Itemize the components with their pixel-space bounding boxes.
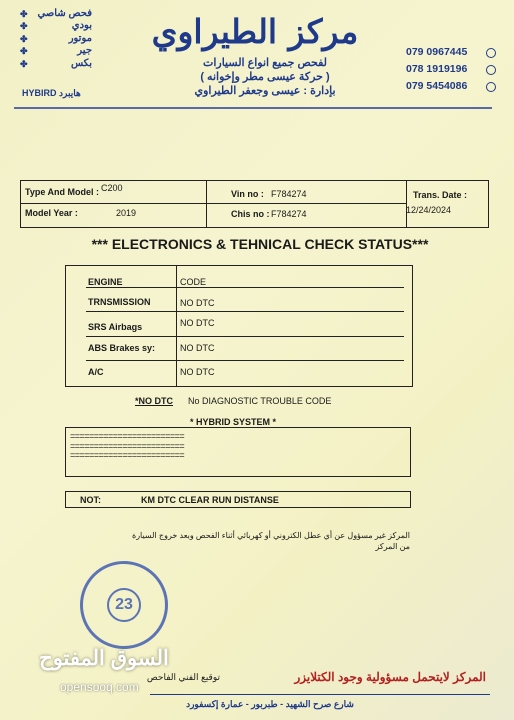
whatsapp-icon	[486, 65, 496, 75]
header-divider	[14, 107, 492, 109]
hybrid-line: ========================	[70, 440, 185, 451]
chis-value: F784274	[271, 209, 307, 219]
service-item: فحص شاصي	[37, 8, 92, 19]
address-text: شارع صرح الشهيد - طبربور - عمارة إكسفورد	[186, 699, 354, 709]
system-name: ABS Brakes sy:	[88, 343, 156, 353]
hybrid-logo-text: HYBIRD	[22, 88, 57, 98]
disclaimer-text: المركز غير مسؤول عن أي عطل الكتروني أو كهربائي أثناء الفحص وبعد خروج السيارة من المركز	[132, 531, 410, 551]
vin-value: F784274	[271, 189, 307, 199]
center-subtitle: ( حركة عيسى مطر وإخوانه )	[200, 71, 330, 83]
hybrid-logo	[22, 88, 81, 99]
hybrid-system-box	[65, 427, 411, 477]
phone-icon	[486, 48, 496, 58]
row-divider	[86, 360, 404, 361]
stamp-center: 23	[107, 588, 141, 622]
phone-number: 079 0967445	[406, 46, 468, 58]
vehicle-info-table	[20, 180, 489, 228]
trans-date-value: 12/24/2024	[406, 205, 452, 215]
model-year-label: Model Year :	[25, 208, 78, 218]
system-status: NO DTC	[180, 367, 215, 377]
phone-number: 079 5454086	[406, 80, 468, 92]
service-item: موتور	[68, 32, 92, 44]
type-model-value: C200	[101, 183, 123, 193]
row-divider	[86, 287, 404, 288]
note-box	[65, 491, 411, 508]
col-divider	[206, 181, 207, 227]
chis-label: Chis no :	[231, 209, 270, 219]
bullet-icon: ✤	[20, 33, 28, 44]
service-item: جير	[77, 45, 92, 57]
center-title: مركز الطيراوي	[151, 12, 359, 51]
legend-meaning: No DIAGNOSTIC TROUBLE CODE	[188, 396, 332, 406]
inspector-signature-label: توقيع الفني الفاحص	[146, 672, 220, 682]
bullet-icon: ✤	[20, 9, 28, 19]
col-divider	[176, 266, 177, 386]
legend-key: *NO DTC	[135, 396, 173, 406]
vin-label: Vin no :	[231, 189, 264, 199]
system-status: NO DTC	[180, 318, 215, 328]
center-stamp	[80, 561, 168, 649]
system-status: CODE	[180, 277, 207, 287]
row-divider	[86, 311, 404, 312]
liability-notice: المركز لايتحمل مسؤولية وجود الكتلايزر	[294, 670, 486, 684]
system-name: SRS Airbags	[88, 322, 143, 332]
services-list	[20, 8, 92, 70]
bullet-icon: ✤	[20, 21, 28, 32]
system-status: NO DTC	[180, 343, 215, 353]
model-year-value: 2019	[116, 208, 137, 218]
whatsapp-icon	[486, 82, 496, 92]
system-name: A/C	[88, 367, 104, 377]
trans-date-label: Trans. Date :	[413, 190, 468, 200]
watermark-url: opensooq.com	[60, 680, 139, 694]
bullet-icon: ✤	[20, 58, 28, 69]
check-status-table	[65, 265, 413, 387]
service-item: بكس	[70, 57, 92, 69]
hybrid-line: ========================	[70, 431, 185, 441]
watermark-logo: السوق المفتوح	[39, 647, 169, 670]
center-subtitle: لفحص جميع انواع السيارات	[202, 57, 328, 69]
check-status-heading: *** ELECTRONICS & TEHNICAL CHECK STATUS***	[91, 236, 429, 252]
bullet-icon: ✤	[20, 46, 28, 57]
note-text: KM DTC CLEAR RUN DISTANSE	[141, 495, 279, 505]
type-model-label: Type And Model :	[25, 187, 99, 197]
service-item: هايبرد	[59, 88, 81, 98]
footer-divider	[150, 694, 490, 695]
phone-number: 078 1919196	[406, 63, 468, 75]
row-divider	[21, 203, 406, 204]
phone-list	[406, 44, 496, 95]
service-item: بودي	[71, 20, 92, 32]
system-name: ENGINE	[88, 277, 123, 287]
system-status: NO DTC	[180, 298, 215, 308]
system-name: TRNSMISSION	[88, 297, 151, 307]
col-divider	[406, 181, 407, 227]
center-subtitle: بإدارة : عيسى وجعفر الطيراوي	[194, 85, 336, 97]
note-label: NOT:	[80, 495, 101, 505]
row-divider	[86, 336, 404, 337]
hybrid-line: ========================	[70, 450, 185, 460]
hybrid-system-title: * HYBRID SYSTEM *	[190, 417, 277, 427]
